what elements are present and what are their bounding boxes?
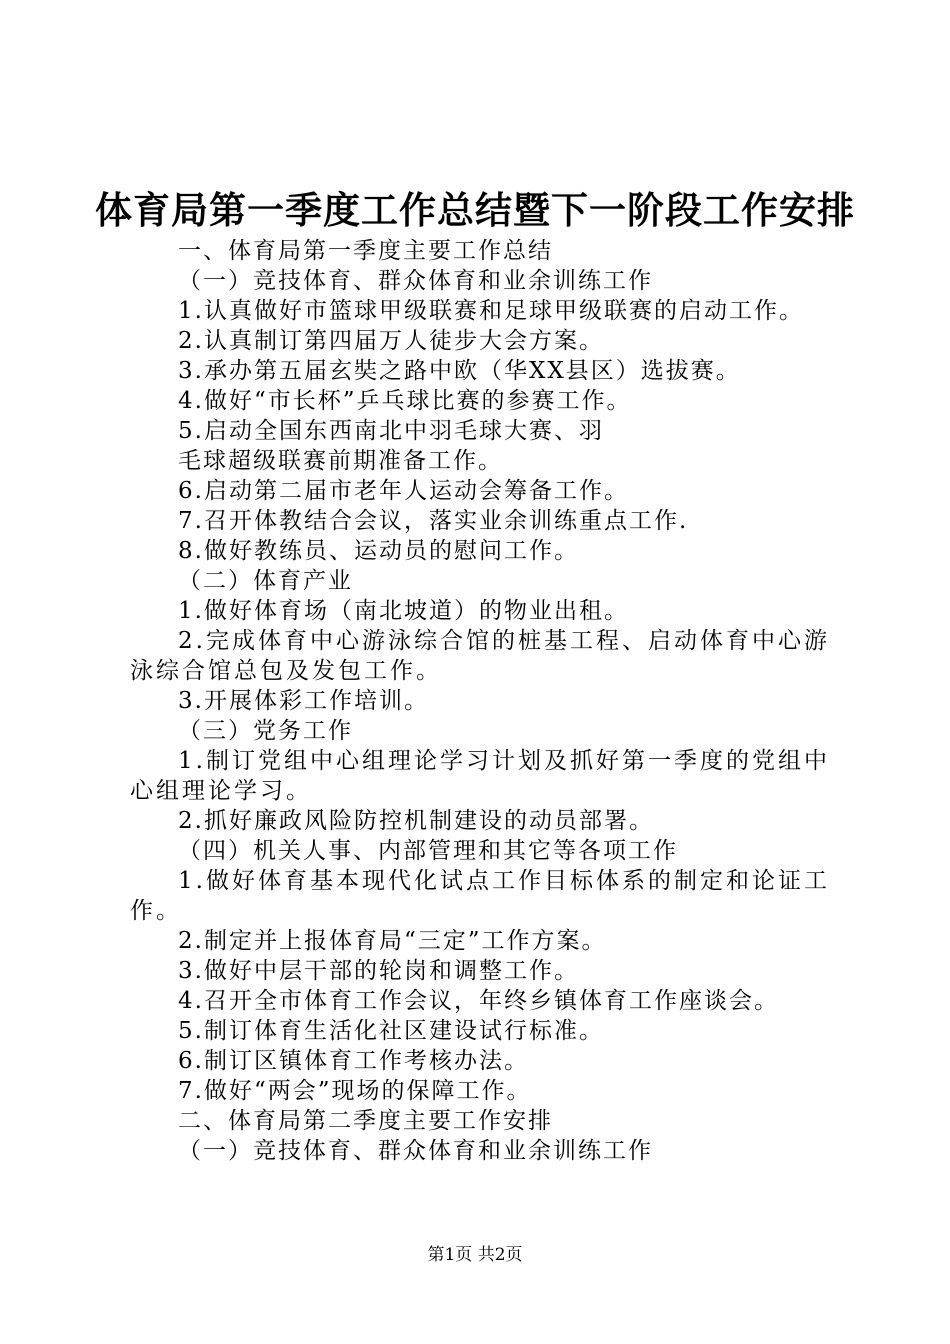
paragraph-line: 4.做好“市长杯”乒乓球比赛的参赛工作。 (178, 388, 632, 414)
document-body (130, 236, 830, 1166)
paragraph-line: 一、体育局第一季度主要工作总结 (178, 238, 553, 264)
document-title: 体育局第一季度工作总结暨下一阶段工作安排 (95, 188, 855, 232)
paragraph-line: 5.制订体育生活化社区建设试行标准。 (178, 1018, 604, 1044)
paragraph-line: （一）竞技体育、群众体育和业余训练工作 (178, 268, 653, 294)
paragraph-line: 6.启动第二届市老年人运动会筹备工作。 (178, 478, 629, 504)
paragraph-line: 1.做好体育基本现代化试点工作目标体系的制定和论证工作。 (130, 868, 830, 924)
paragraph-line: 8.做好教练员、运动员的慰问工作。 (178, 538, 579, 564)
paragraph-line: 二、体育局第二季度主要工作安排 (178, 1108, 553, 1134)
paragraph-line: 4.召开全市体育工作会议，年终乡镇体育工作座谈会。 (178, 988, 779, 1014)
paragraph-line: 2.抓好廉政风险防控机制建设的动员部署。 (178, 808, 654, 834)
paragraph-line: 7.做好“两会”现场的保障工作。 (178, 1078, 532, 1104)
paragraph-line: （一）竞技体育、群众体育和业余训练工作 (178, 1138, 653, 1164)
paragraph-line: 5.启动全国东西南北中羽毛球大赛、羽 (178, 418, 604, 444)
paragraph-line: （四）机关人事、内部管理和其它等各项工作 (178, 838, 678, 864)
paragraph-line: 2.制定并上报体育局“三定”工作方案。 (178, 928, 607, 954)
paragraph-line: 7.召开体教结合会议，落实业余训练重点工作. (178, 508, 689, 534)
paragraph-line: 1.做好体育场（南北坡道）的物业出租。 (178, 598, 629, 624)
paragraph-line: 2.完成体育中心游泳综合馆的桩基工程、启动体育中心游泳综合馆总包及发包工作。 (130, 628, 830, 684)
paragraph-line: 3.开展体彩工作培训。 (178, 688, 429, 714)
page-footer: 第1页 共2页 (427, 1245, 523, 1265)
paragraph-line: 2.认真制订第四届万人徒步大会方案。 (178, 328, 604, 354)
paragraph-line: 1.制订党组中心组理论学习计划及抓好第一季度的党组中心组理论学习。 (130, 748, 830, 804)
paragraph-line: 毛球超级联赛前期准备工作。 (178, 448, 503, 474)
paragraph-line: 6.制订区镇体育工作考核办法。 (178, 1048, 529, 1074)
paragraph-line: 3.做好中层干部的轮岗和调整工作。 (178, 958, 579, 984)
paragraph-line: 3.承办第五届玄奘之路中欧（华XX县区）选拔赛。 (178, 358, 741, 384)
paragraph-line: （三）党务工作 (178, 718, 353, 744)
paragraph-line: （二）体育产业 (178, 568, 353, 594)
paragraph-line: 1.认真做好市篮球甲级联赛和足球甲级联赛的启动工作。 (178, 298, 804, 324)
